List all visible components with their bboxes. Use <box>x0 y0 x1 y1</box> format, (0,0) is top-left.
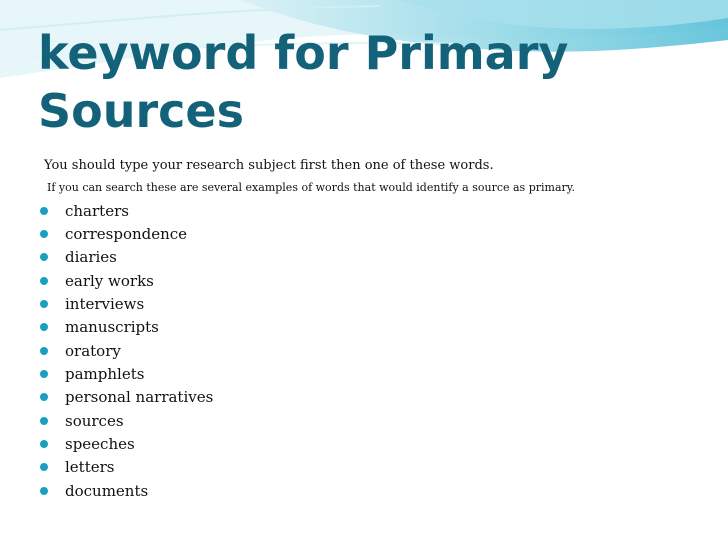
keyword-label: documents <box>65 481 149 500</box>
bullet-icon <box>40 440 48 448</box>
bullet-icon <box>40 230 48 238</box>
keyword-list <box>40 199 213 502</box>
bullet-icon <box>40 417 48 425</box>
keyword-label: diaries <box>65 248 117 267</box>
subintro-text: If you can search these are several examples of words that would identify a source as primary. <box>47 181 576 194</box>
list-item <box>40 292 213 315</box>
bullet-icon <box>40 393 48 401</box>
keyword-label: personal narratives <box>65 388 214 407</box>
list-item <box>40 269 213 292</box>
list-item <box>40 386 213 409</box>
bullet-icon <box>40 347 48 355</box>
keyword-label: correspondence <box>65 224 188 243</box>
list-item <box>40 409 213 432</box>
bullet-icon <box>40 487 48 495</box>
bullet-icon <box>40 277 48 285</box>
list-item <box>40 246 213 269</box>
keyword-label: early works <box>65 271 154 290</box>
list-item <box>40 339 213 362</box>
list-item <box>40 456 213 479</box>
keyword-label: charters <box>65 201 129 220</box>
slide-title: keyword for Primary Sources <box>38 26 569 138</box>
bullet-icon <box>40 300 48 308</box>
keyword-label: letters <box>65 458 115 477</box>
intro-text: You should type your research subject first then one of these words. <box>44 158 494 173</box>
list-item <box>40 316 213 339</box>
bullet-icon <box>40 370 48 378</box>
bullet-icon <box>40 463 48 471</box>
list-item <box>40 479 213 502</box>
list-item <box>40 199 213 222</box>
keyword-label: speeches <box>65 434 135 453</box>
keyword-label: sources <box>65 411 124 430</box>
bullet-icon <box>40 207 48 215</box>
list-item <box>40 362 213 385</box>
list-item <box>40 432 213 455</box>
bullet-icon <box>40 253 48 261</box>
keyword-label: oratory <box>65 341 121 360</box>
keyword-label: manuscripts <box>65 318 159 337</box>
list-item <box>40 222 213 245</box>
bullet-icon <box>40 323 48 331</box>
keyword-label: pamphlets <box>65 364 145 383</box>
keyword-label: interviews <box>65 294 145 313</box>
